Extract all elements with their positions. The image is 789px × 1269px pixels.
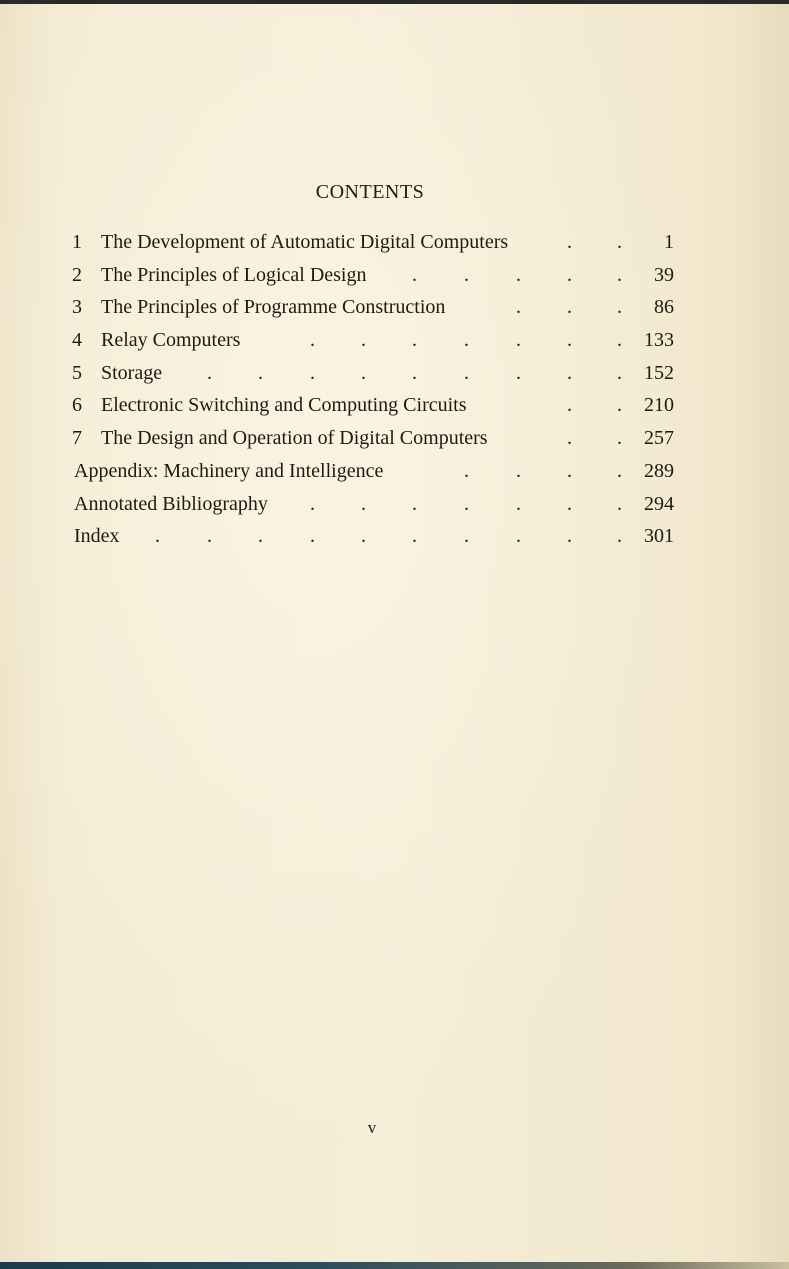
leader-dot: .	[567, 296, 572, 319]
leader-dot: .	[258, 525, 263, 548]
leader-dot: .	[567, 231, 572, 253]
chapter-number: 7	[72, 427, 82, 450]
leader-dot: .	[412, 525, 417, 548]
page-top-edge	[0, 0, 789, 4]
dot-leader	[60, 389, 620, 421]
dot-leader	[60, 357, 620, 389]
leader-dot: .	[617, 231, 622, 253]
chapter-title: The Design and Operation of Digital Computers	[101, 427, 488, 450]
leader-dot: .	[567, 427, 572, 450]
leader-dot: .	[617, 525, 622, 548]
leader-dot: .	[412, 492, 417, 515]
page-number: 39	[654, 263, 674, 286]
leader-dot: .	[516, 263, 521, 286]
leader-dot: .	[516, 525, 521, 548]
leader-dot: .	[516, 329, 521, 352]
section-title: Index	[74, 525, 120, 548]
leader-dot: .	[617, 296, 622, 319]
toc-entry	[60, 324, 680, 357]
leader-dot: .	[310, 525, 315, 548]
leader-dot: .	[516, 361, 521, 384]
page-number: 294	[644, 492, 674, 515]
leader-dot: .	[617, 427, 622, 450]
chapter-title: Storage	[101, 361, 163, 384]
leader-dot: .	[310, 361, 315, 384]
toc-entry	[60, 455, 680, 488]
dot-leader	[60, 455, 620, 487]
toc-entry	[60, 357, 680, 390]
leader-dot: .	[617, 459, 622, 482]
dot-leader	[60, 324, 620, 356]
chapter-number: 3	[72, 296, 82, 319]
leader-dot: .	[617, 329, 622, 352]
page-number: 210	[644, 394, 674, 417]
toc-entry	[60, 226, 680, 259]
dot-leader	[60, 422, 620, 454]
page-number: 152	[644, 361, 674, 384]
chapter-title: The Principles of Programme Construction	[101, 296, 446, 319]
page-number: 1	[664, 231, 674, 253]
chapter-number: 6	[72, 394, 82, 417]
page-bottom-edge	[0, 1262, 789, 1269]
chapter-title: Relay Computers	[101, 329, 241, 352]
leader-dot: .	[464, 329, 469, 352]
leader-dot: .	[258, 361, 263, 384]
leader-dot: .	[567, 361, 572, 384]
contents-heading: CONTENTS	[315, 181, 425, 203]
leader-dot: .	[361, 525, 366, 548]
leader-dot: .	[516, 492, 521, 515]
leader-dot: .	[361, 361, 366, 384]
leader-dot: .	[361, 329, 366, 352]
chapter-number: 4	[72, 329, 82, 352]
leader-dot: .	[310, 329, 315, 352]
leader-dot: .	[155, 525, 160, 548]
toc-entry	[60, 520, 680, 553]
chapter-title: The Principles of Logical Design	[101, 263, 367, 286]
page-number: 289	[644, 459, 674, 482]
leader-dot: .	[516, 296, 521, 319]
leader-dot: .	[207, 525, 212, 548]
leader-dot: .	[310, 492, 315, 515]
leader-dot: .	[464, 492, 469, 515]
dot-leader	[60, 520, 620, 552]
dot-leader	[60, 226, 620, 258]
leader-dot: .	[464, 263, 469, 286]
leader-dot: .	[207, 361, 212, 384]
leader-dot: .	[464, 459, 469, 482]
toc-entry	[60, 422, 680, 455]
page-folio: v	[367, 1118, 377, 1137]
leader-dot: .	[567, 492, 572, 515]
toc-entry	[60, 291, 680, 324]
leader-dot: .	[617, 394, 622, 417]
leader-dot: .	[567, 459, 572, 482]
page-number: 86	[654, 296, 674, 319]
chapter-number: 5	[72, 361, 82, 384]
page-number: 257	[644, 427, 674, 450]
leader-dot: .	[567, 394, 572, 417]
chapter-title: The Development of Automatic Digital Computers	[101, 231, 509, 253]
leader-dot: .	[361, 492, 366, 515]
leader-dot: .	[617, 361, 622, 384]
dot-leader	[60, 291, 620, 323]
leader-dot: .	[617, 492, 622, 515]
chapter-number: 2	[72, 263, 82, 286]
dot-leader	[60, 488, 620, 520]
table-of-contents	[60, 226, 680, 553]
toc-entry	[60, 488, 680, 521]
leader-dot: .	[412, 329, 417, 352]
toc-entry	[60, 389, 680, 422]
leader-dot: .	[464, 361, 469, 384]
leader-dot: .	[617, 263, 622, 286]
leader-dot: .	[412, 361, 417, 384]
leader-dot: .	[412, 263, 417, 286]
section-title: Annotated Bibliography	[74, 492, 268, 515]
toc-entry	[60, 259, 680, 292]
leader-dot: .	[567, 263, 572, 286]
leader-dot: .	[516, 459, 521, 482]
leader-dot: .	[464, 525, 469, 548]
leader-dot: .	[567, 525, 572, 548]
chapter-title: Electronic Switching and Computing Circuits	[101, 394, 467, 417]
leader-dot: .	[567, 329, 572, 352]
section-title: Appendix: Machinery and Intelligence	[74, 459, 384, 482]
chapter-number: 1	[72, 231, 82, 253]
page-number: 301	[644, 525, 674, 548]
page-number: 133	[644, 329, 674, 352]
dot-leader	[60, 259, 620, 291]
